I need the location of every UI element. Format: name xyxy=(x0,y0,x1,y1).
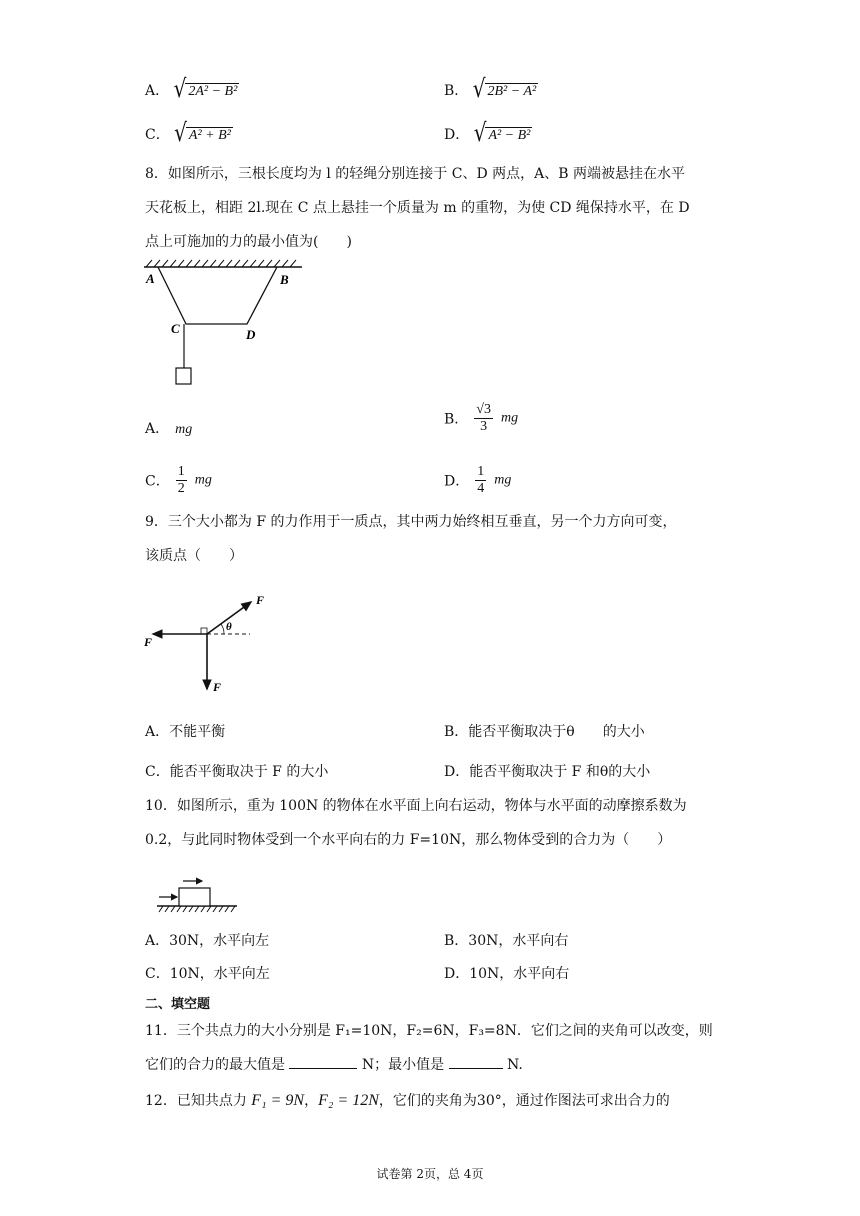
sqrt-icon: √ xyxy=(173,73,187,103)
sqrt-icon: √ xyxy=(174,117,187,147)
q12-sep: ， xyxy=(304,1093,319,1109)
q8-line-1: 8．如图所示，三根长度均为 l 的轻绳分别连接于 C、D 两点，A、B 两端被悬挂在水平 xyxy=(145,166,685,182)
option-value: mg xyxy=(500,410,519,426)
angle-arc xyxy=(221,624,224,634)
q8-rope-figure xyxy=(140,255,310,390)
answer-blank-max[interactable] xyxy=(289,1068,357,1069)
theta-label: θ xyxy=(226,621,232,633)
point-d-label: D xyxy=(246,327,256,342)
q7-option-d xyxy=(444,117,532,147)
section-title: 二、填空题 xyxy=(145,997,211,1012)
q10-option-b: B．30N，水平向右 xyxy=(444,933,569,949)
q7-option-a xyxy=(145,73,239,103)
q7-option-c xyxy=(145,117,233,147)
fraction xyxy=(474,402,493,435)
q12-f1: F₁ = 9N xyxy=(251,1092,305,1109)
denominator: 3 xyxy=(480,419,488,434)
q7-option-a-expr: 2A² − B² xyxy=(185,83,239,100)
q10-line-1: 10．如图所示，重为 100N 的物体在水平面上向右运动，物体与水平面的动摩擦系数为 xyxy=(145,798,687,814)
ceiling-hatching xyxy=(144,260,302,267)
option-label: A． xyxy=(145,421,170,437)
q9-option-d: D．能否平衡取决于 F 和θ的大小 xyxy=(444,764,651,780)
option-label: C． xyxy=(145,473,170,490)
option-label: B． xyxy=(444,411,469,428)
page-footer: 试卷第 2页，总 4页 xyxy=(376,1167,484,1181)
numerator: √3 xyxy=(476,402,491,417)
q11-text-a: 它们的合力的最大值是 xyxy=(145,1057,290,1073)
q8-line-2: 天花板上，相距 2l.现在 C 点上悬挂一个质量为 m 的重物，为使 CD 绳保持水平，在 D xyxy=(145,200,690,216)
option-label: D． xyxy=(444,127,470,143)
q11-line-2 xyxy=(145,1054,523,1074)
option-label: C． xyxy=(145,127,170,143)
sqrt-icon: √ xyxy=(473,117,487,147)
hanging-weight xyxy=(176,368,191,384)
answer-blank-min[interactable] xyxy=(449,1068,503,1069)
q12-f2: F₂ = 12N xyxy=(318,1092,379,1109)
q12-line-1 xyxy=(145,1090,670,1110)
q9-line-2: 该质点（ ） xyxy=(145,548,243,564)
q8-option-a xyxy=(145,418,192,438)
q8-option-d xyxy=(444,464,511,497)
q7-option-b-expr: 2B² − A² xyxy=(485,83,539,100)
q8-option-b xyxy=(444,402,518,435)
q11-text-b: N；最小值是 xyxy=(357,1057,449,1073)
point-b-label: B xyxy=(280,272,289,287)
force-label-left: F xyxy=(144,635,153,649)
sqrt-icon: √ xyxy=(472,73,486,103)
q9-force-figure xyxy=(140,585,280,700)
q7-option-c-expr: A² + B² xyxy=(186,127,233,144)
q7-option-d-expr: A² − B² xyxy=(485,127,532,144)
q8-option-c xyxy=(145,464,212,497)
q12-lead: 12．已知共点力 xyxy=(145,1093,247,1109)
option-label: A． xyxy=(145,83,170,99)
q10-line-2: 0.2，与此同时物体受到一个水平向右的力 F=10N，那么物体受到的合力为（ ） xyxy=(145,832,672,848)
right-angle-mark xyxy=(201,628,207,634)
q9-option-b: B．能否平衡取决于θ 的大小 xyxy=(444,724,645,740)
q11-line-1: 11．三个共点力的大小分别是 F₁=10N，F₂=6N，F₃=8N．它们之间的夹角可以改变，则 xyxy=(145,1023,713,1039)
q9-option-c: C．能否平衡取决于 F 的大小 xyxy=(145,764,329,780)
option-label: B． xyxy=(444,83,469,99)
q10-option-d: D．10N，水平向右 xyxy=(444,966,570,982)
q10-option-c: C．10N，水平向左 xyxy=(145,966,270,982)
rope-lines xyxy=(158,267,277,324)
q7-option-b xyxy=(444,73,538,103)
point-a-label: A xyxy=(146,271,155,286)
q10-option-a: A．30N，水平向左 xyxy=(145,933,270,949)
option-value: mg xyxy=(175,422,193,437)
force-label-angled: F xyxy=(256,593,265,607)
q9-line-1: 9．三个大小都为 F 的力作用于一质点，其中两力始终相互垂直，另一个力方向可变， xyxy=(145,514,677,530)
block xyxy=(179,888,210,906)
numerator: 1 xyxy=(477,464,485,479)
point-c-label: C xyxy=(171,321,180,336)
q10-block-figure xyxy=(155,875,245,915)
q11-text-c: N. xyxy=(502,1057,523,1073)
denominator: 4 xyxy=(477,481,485,496)
fraction xyxy=(475,464,486,497)
option-value: mg xyxy=(494,472,512,488)
force-label-down: F xyxy=(213,680,222,694)
numerator: 1 xyxy=(177,464,185,479)
option-label: D． xyxy=(444,473,470,490)
fraction xyxy=(176,464,187,497)
ground-hatching xyxy=(159,906,235,912)
option-value: mg xyxy=(194,472,212,488)
denominator: 2 xyxy=(177,481,185,496)
q9-option-a: A．不能平衡 xyxy=(145,724,226,740)
q12-tail: ，它们的夹角为30°，通过作图法可求出合力的 xyxy=(378,1093,670,1109)
q8-line-3: 点上可施加的力的最小值为( ) xyxy=(145,234,352,250)
